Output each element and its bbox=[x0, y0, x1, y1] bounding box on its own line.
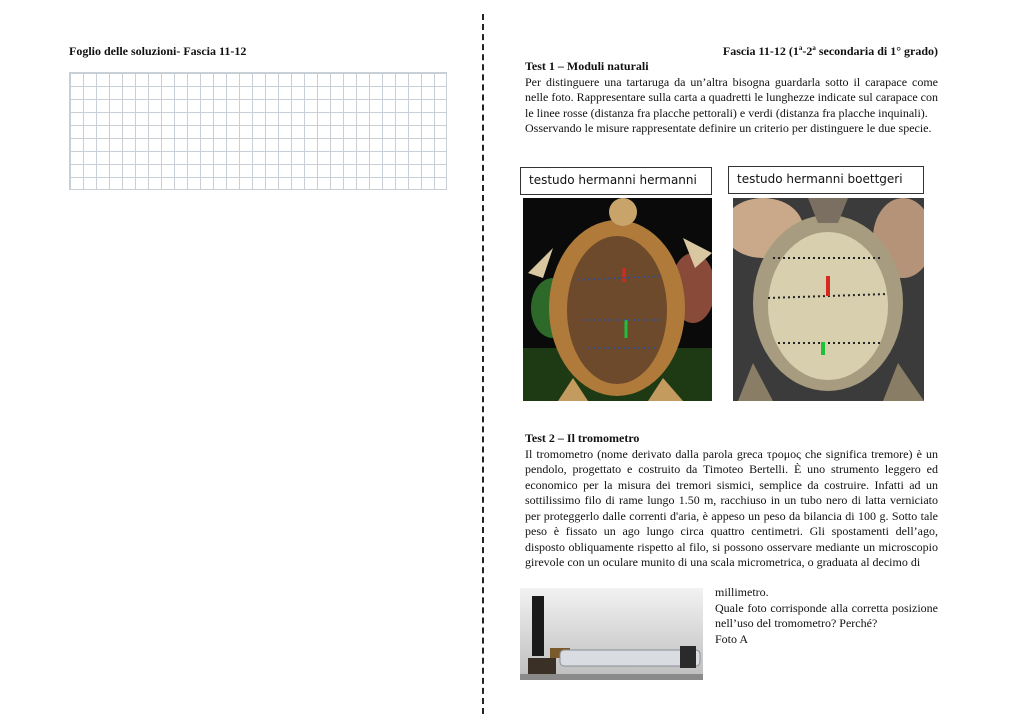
test2-continuation bbox=[715, 585, 938, 647]
species-label-boettgeri: testudo hermanni boettgeri bbox=[728, 166, 924, 194]
turtle-photo-hermanni bbox=[523, 198, 712, 401]
test1-section bbox=[525, 59, 938, 137]
tromometer-photo bbox=[520, 588, 703, 680]
test1-title: Test 1 – Moduli naturali bbox=[525, 59, 649, 73]
turtle-photo-boettgeri bbox=[733, 198, 924, 401]
solutions-sheet-title: Foglio delle soluzioni- Fascia 11-12 bbox=[69, 44, 247, 58]
test1-paragraph-2: Osservando le misure rappresentate definire un criterio per distinguere le due specie. bbox=[525, 121, 932, 135]
photo-a-label: Foto A bbox=[715, 631, 749, 646]
species-label-hermanni: testudo hermanni hermanni bbox=[520, 167, 712, 195]
test1-paragraph: Per distinguere una tartaruga da un’altra bisogna guardarla sotto il carapace come nelle foto. Rappresentare sulla carta a quadretti le lunghezze indicate sul carapace con le linee rosse (distanza fra placche pettorali) e verdi (distanza fra placche inquinali). bbox=[525, 74, 938, 120]
fold-divider bbox=[482, 14, 484, 714]
test2-title: Test 2 – Il tromometro bbox=[525, 431, 640, 445]
page-header: Fascia 11-12 (1$^a$-2$^a$ secondaria di 1° grado) bbox=[722, 44, 938, 58]
graph-paper-grid bbox=[69, 72, 447, 190]
test2-question: Quale foto corrisponde alla corretta posizione nell’uso del tromometro? Perché? bbox=[715, 600, 938, 630]
test2-tail: millimetro. bbox=[715, 585, 769, 599]
test2-section bbox=[525, 431, 938, 571]
test2-paragraph: Il tromometro (nome derivato dalla parola greca τρομος che significa tremore) è un pendolo, progettato e costruito da Timoteo Bertelli. È uno strumento leggero ed economico per la misura dei tremori sismici, semplice da costruire. Infatti ad un sottilissimo filo di rame lungo 1.50 m, racchiuso in un tubo nero di latta verniciato per proteggerlo dalle correnti d'aria, è appeso un peso da bilancia di 100 g. Sotto tale peso è fissato un ago lungo circa quattro centimetri. Gli spostamenti dell’ago, disposto obliquamente rispetto al filo, si possono osservare mediante un microscopio girevole con un oculare munito di una scala micrometrica, o graduata al decimo di bbox=[525, 446, 938, 569]
